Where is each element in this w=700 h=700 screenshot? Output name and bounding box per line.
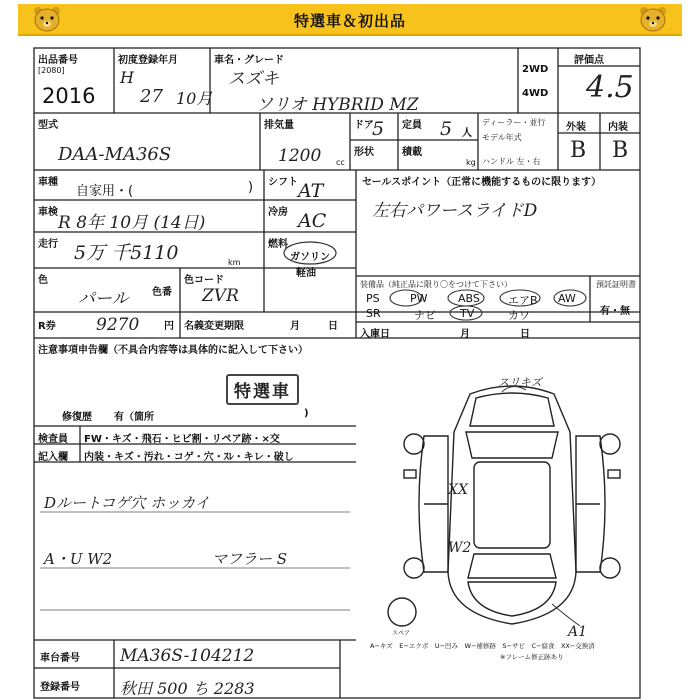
banner-title: 特選車＆初出品 <box>293 12 406 30</box>
arrival-day: 日 <box>520 329 530 340</box>
color-code-value: ZVR <box>202 286 239 306</box>
diagram-bottom-mark: A1 <box>568 624 588 640</box>
inspector-label: 検査員 <box>38 434 68 445</box>
reg-era: H <box>120 68 134 87</box>
repair-history-label: 修復歴 <box>62 412 92 423</box>
repair-history-value: 有（箇所 <box>114 412 154 423</box>
score-label: 評価点 <box>574 55 604 66</box>
recycle-fee-unit: 円 <box>164 321 174 332</box>
arrival-month: 月 <box>460 329 470 340</box>
exterior-grade: B <box>570 138 587 163</box>
equip-navi: ナビ <box>414 309 436 322</box>
lot-number: 2016 <box>42 84 96 108</box>
door-value: 5 <box>372 118 385 140</box>
inspection-value: R 8年 10月 (14日) <box>58 213 206 233</box>
expiry-day: 日 <box>328 321 338 332</box>
handwritten-note-1: Dルートコゲ穴 ホッカイ <box>44 494 210 512</box>
equip-sr: SR <box>366 307 381 320</box>
mileage-label: 走行 <box>38 239 58 250</box>
diagram-side-mark: W2 <box>448 540 472 556</box>
dealer-label: ディーラー・並行 <box>482 118 546 127</box>
sales-point-value: 左右パワースライドD <box>372 201 538 221</box>
equip-aw: AW <box>558 292 576 305</box>
reg-year: 27 <box>140 86 163 107</box>
handwritten-note-2a: A・U W2 <box>44 550 113 568</box>
equip-tv: TV <box>460 307 475 320</box>
model-year-label: モデル年式 <box>482 133 522 142</box>
two-wd-label: 2WD <box>522 64 549 75</box>
equip-leather: カワ <box>508 309 530 322</box>
equip-ps: PS <box>366 292 380 305</box>
fuel-gasoline: ガソリン <box>290 252 330 263</box>
displacement-unit: cc <box>336 158 345 167</box>
expiry-label: 名義変更期限 <box>184 321 244 332</box>
sales-point-label: セールスポイント（正常に機能するものに限ります） <box>362 177 602 188</box>
load-label: 積載 <box>402 147 422 158</box>
equipment-circles <box>356 286 596 322</box>
notes-title: 注意事項申告欄（不具合内容等は具体的に記入して下さい） <box>38 345 308 356</box>
interior-legend: 内装・キズ・汚れ・コゲ・穴・ｽﾚ・キレ・破し <box>84 452 294 463</box>
color-label: 色 <box>38 275 48 286</box>
equipment-label: 装備品（純正品に限り〇をつけて下さい） <box>360 280 512 289</box>
mileage-value: 5万 千5110 <box>74 242 179 264</box>
frame-note: ※フレーム修正跡あり <box>500 653 564 661</box>
color-no-label: 色番 <box>152 287 172 298</box>
chassis-number-label: 車台番号 <box>40 653 80 664</box>
recycle-fee-label: R券 <box>38 321 56 332</box>
ac-label: 冷房 <box>268 207 288 218</box>
damage-legend: A−キズ E−エクボ U−凹み W−補修跡 S−サビ C−腐食 XX−交換済 <box>370 642 595 650</box>
shift-value: AT <box>298 180 324 202</box>
inspection-label: 車検 <box>38 207 58 218</box>
shift-label: シフト <box>268 177 298 188</box>
usage-close: ) <box>248 180 254 195</box>
four-wd-label: 4WD <box>522 88 549 99</box>
spare-tire-label: スペア <box>392 630 411 637</box>
chassis-number-value: MA36S-104212 <box>120 646 255 666</box>
ac-value: AC <box>298 210 327 232</box>
lot-number-label: 出品番号 <box>38 55 78 66</box>
handwritten-note-2b: マフラー S <box>212 550 288 568</box>
diagram-roof-mark: XX <box>448 482 468 498</box>
maker-name: スズキ <box>228 69 279 89</box>
displacement-label: 排気量 <box>264 120 294 131</box>
load-unit: kg <box>466 158 476 167</box>
color-value: パール <box>78 289 129 309</box>
recycle-cert-value: 有・無 <box>600 306 630 317</box>
lot-sub-number: [2080] <box>38 66 65 75</box>
recycle-fee-value: 9270 <box>96 315 140 335</box>
usage-label: 車種 <box>38 177 58 188</box>
type-value: DAA-MA36S <box>58 144 172 165</box>
usage-value: 自家用・( <box>76 184 134 199</box>
plate-number-value: 秋田 500 ち 2283 <box>120 679 255 698</box>
equip-pw: PW <box>410 292 428 305</box>
repair-history-close: ) <box>304 408 309 419</box>
car-damage-diagram <box>384 372 640 642</box>
reg-month: 10月 <box>176 89 213 108</box>
type-label: 型式 <box>38 120 58 131</box>
exterior-label: 外装 <box>566 122 586 133</box>
fuel-diesel: 軽油 <box>296 268 316 279</box>
notes-entry-label: 記入欄 <box>38 452 68 463</box>
first-reg-label: 初度登録年月 <box>118 55 178 66</box>
plate-number-label: 登録番号 <box>40 682 80 693</box>
model-label: 車名・グレード <box>214 55 284 66</box>
interior-label: 内装 <box>608 122 628 133</box>
arrival-label: 入庫日 <box>360 329 390 340</box>
handle-label: ハンドル 左・右 <box>482 157 541 166</box>
special-selection-stamp: 特選車 <box>226 374 299 405</box>
diagram-top-note: スリキズ <box>498 376 542 389</box>
recycle-cert-label: 預託証明書 <box>596 280 636 289</box>
interior-grade: B <box>612 138 629 163</box>
equip-airbag: エアB <box>508 294 538 307</box>
color-code-label: 色コード <box>184 275 224 286</box>
mileage-unit: km <box>228 258 241 267</box>
door-label: ドア <box>354 120 374 131</box>
capacity-value: 5 <box>440 118 453 140</box>
inspector-legend: FW・キズ・飛石・ヒビ割・リペア跡・×交 <box>84 434 280 445</box>
auction-score: 4.5 <box>586 70 634 105</box>
shape-label: 形状 <box>354 147 374 158</box>
capacity-unit: 人 <box>462 128 472 139</box>
fuel-circle-mark <box>282 240 342 266</box>
displacement-value: 1200 <box>278 146 322 166</box>
capacity-label: 定員 <box>402 120 422 131</box>
model-grade: ソリオ HYBRID MZ <box>256 95 419 115</box>
fuel-label: 燃料 <box>268 239 288 250</box>
expiry-month: 月 <box>290 321 300 332</box>
equip-abs: ABS <box>458 292 480 305</box>
